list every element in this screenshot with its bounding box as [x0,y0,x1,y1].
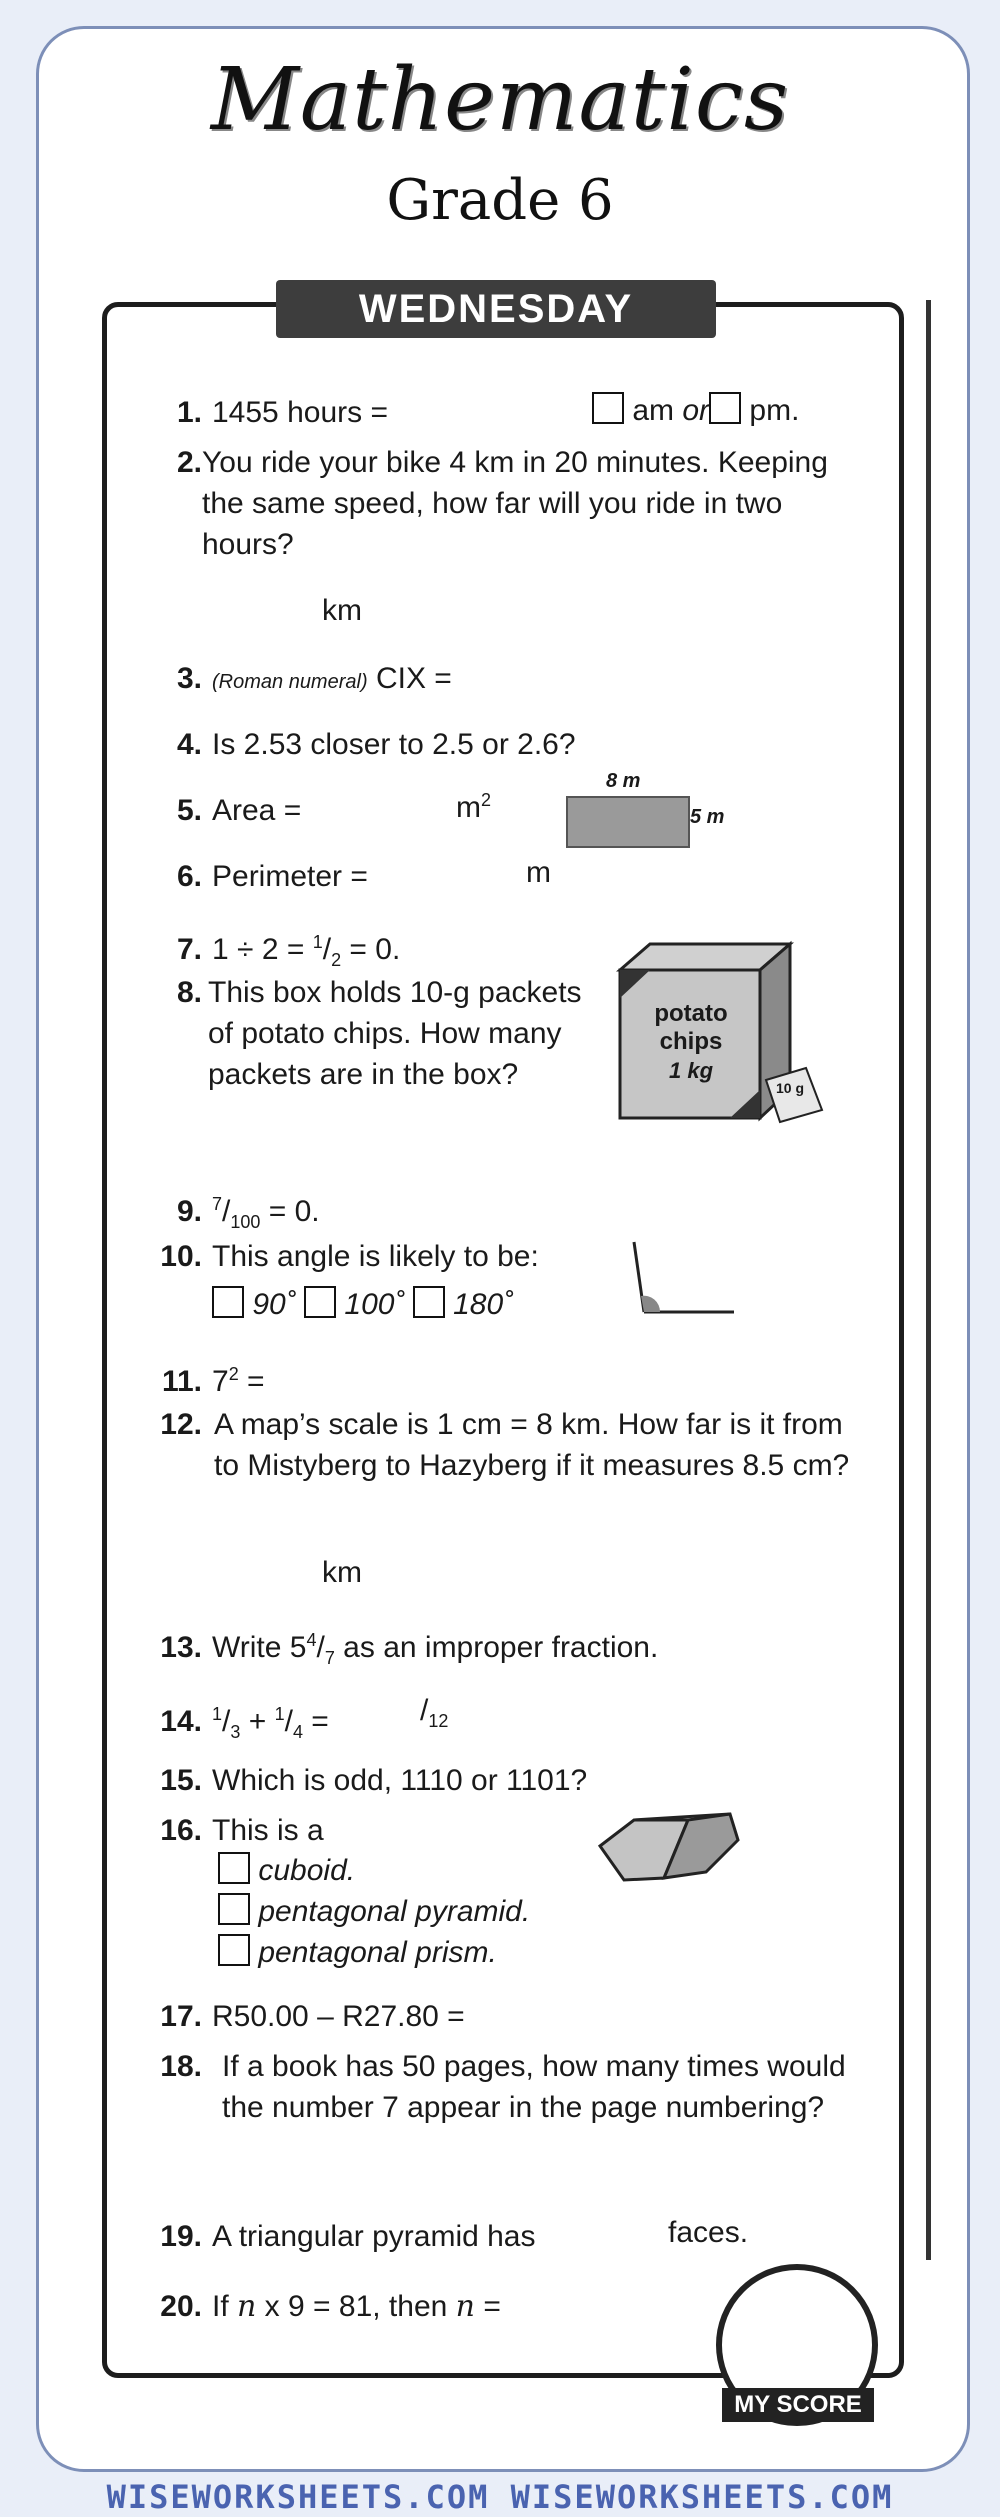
am-checkbox[interactable] [592,392,624,424]
rectangle-width-label: 8 m [606,770,641,792]
q6-unit: m [526,856,551,889]
question-6: 6. Perimeter = [176,860,368,893]
question-13: 13. Write $5^4/_7$ as an improper fraction. [160,1630,659,1668]
question-8: 8. This box holds 10-g packets of potato chips. How many packets are in the box? [176,976,582,1091]
box-label-line1: potato [654,1000,728,1027]
frame-shadow-bar [926,300,931,2260]
question-10: 10. This angle is likely to be: [160,1240,539,1273]
question-17: 17. R50.00 – R27.80 = [160,2000,465,2033]
question-1: 1. 1455 hours = [176,396,388,429]
day-banner: WEDNESDAY [276,280,716,338]
question-2: 2. You ride your bike 4 km in 20 minutes. Keeping the same speed, how far will you ride in two hours? [176,446,828,561]
question-5: 5. Area = [176,794,302,827]
box-label-line3: 1 kg [668,1058,714,1083]
q14-answer-denominator: $/_{12}$ [420,1694,449,1731]
angle-figure [630,1238,740,1328]
box-label-line2: chips [659,1028,723,1055]
cuboid-checkbox[interactable] [218,1852,250,1884]
footer-brand: WISEWORKSHEETS.COM WISEWORKSHEETS.COM [106,2478,894,2516]
q12-unit: km [322,1556,362,1589]
am-pm-options: am or pm. [592,392,799,428]
question-12: 12. A map’s scale is 1 cm = 8 km. How far is it from to Mistyberg to Hazyberg if it measures 8.5 cm? [160,1408,850,1482]
question-7: 7. $1 \div 2 = ^1/_2 = 0$. [176,932,401,970]
question-3: 3. (Roman numeral) CIX = [176,662,452,695]
q19-end: faces. [668,2216,749,2249]
angle-options: 90˚ 100˚ 180˚ [212,1286,513,1322]
prism-figure [594,1800,744,1890]
q5-unit: $m^2$ [456,790,492,824]
question-15: 15. Which is odd, 1110 or 1101? [160,1764,588,1797]
q2-unit: km [322,594,362,627]
question-19: 19. A triangular pyramid has [160,2220,536,2253]
angle-180-checkbox[interactable] [413,1286,445,1318]
question-4: 4. Is 2.53 closer to 2.5 or 2.6? [176,728,576,761]
worksheet-title: Mathematics [210,50,790,150]
pentagonal-prism-checkbox[interactable] [218,1934,250,1966]
grade-label: Grade 6 [386,168,614,233]
question-20: 20. If n x 9 = 81, then n = [160,2289,501,2324]
question-18: 18. If a book has 50 pages, how many times would the number 7 appear in the page numbering? [160,2050,846,2124]
angle-100-checkbox[interactable] [304,1286,336,1318]
question-16: 16. This is a [160,1814,324,1847]
question-14: 14. $^1/_3 + ^1/_4$ = [160,1704,329,1742]
rectangle-height-label: 5 m [690,806,725,828]
shape-options: cuboid. pentagonal pyramid. pentagonal prism. [218,1850,530,1973]
score-label: MY SCORE [722,2388,874,2422]
packet-label: 10 g [776,1080,805,1096]
pm-checkbox[interactable] [709,392,741,424]
rectangle-figure [566,796,690,848]
angle-90-checkbox[interactable] [212,1286,244,1318]
pentagonal-pyramid-checkbox[interactable] [218,1893,250,1925]
question-11: 11. $7^2$ = [161,1364,265,1398]
question-9: 9. $^7/_{100} = 0$. [176,1194,320,1232]
